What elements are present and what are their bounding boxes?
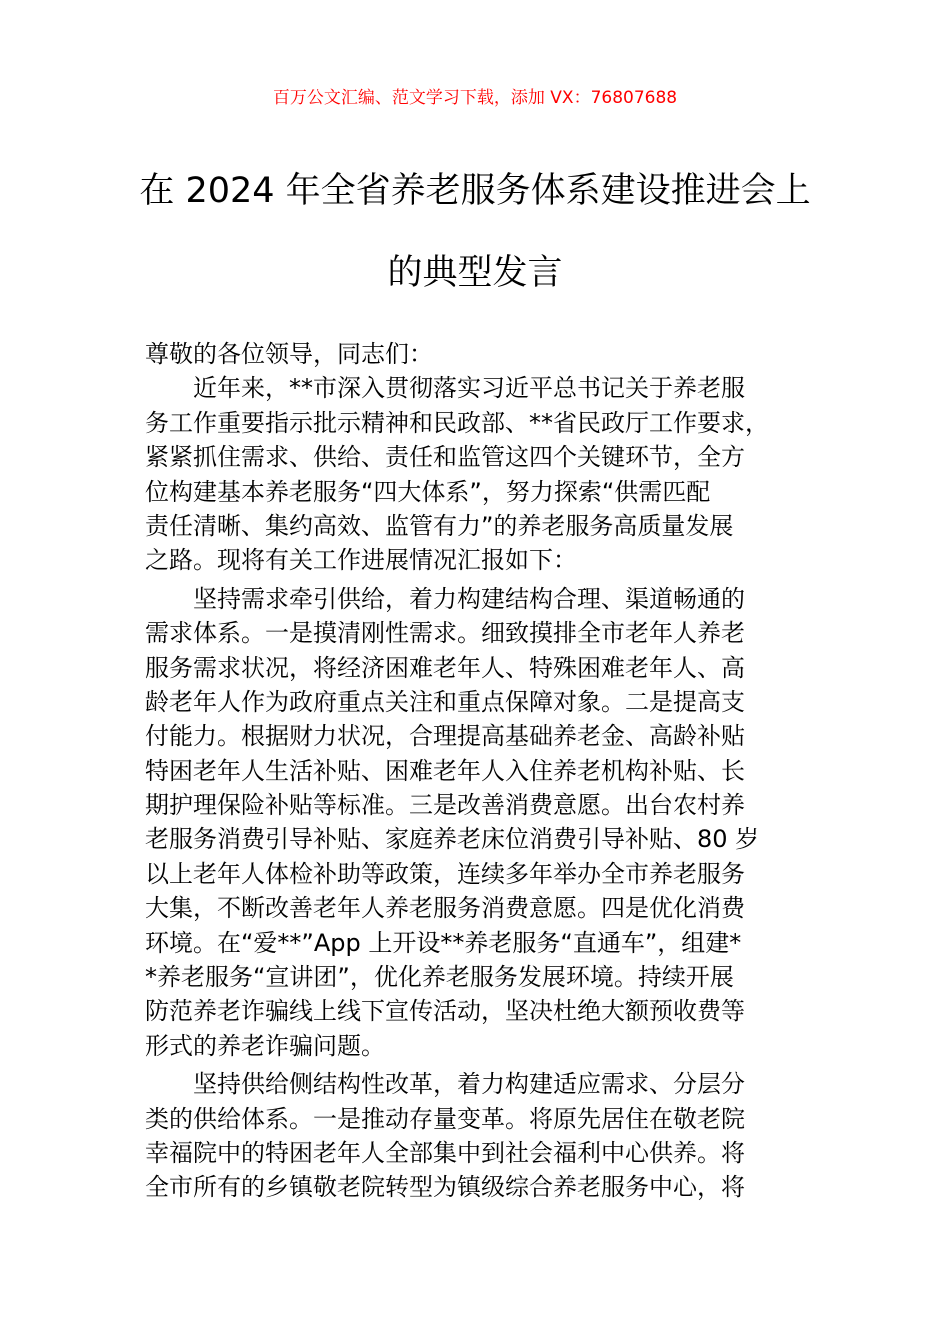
paragraph-supply-system [145,1067,815,1205]
text-line: *养老服务“宣讲团”，优化养老服务发展环境。持续开展 [145,963,734,992]
watermark-banner: 百万公文汇编、范文学习下载，添加 VX：76807688 [272,88,678,108]
document-title [0,150,950,314]
text-line: 务工作重要指示批示精神和民政部、**省民政厅工作要求， [145,408,769,437]
paragraph-intro [145,371,815,577]
text-line: 坚持供给侧结构性改革，着力构建适应需求、分层分 [145,1070,745,1099]
text-line: 形式的养老诈骗问题。 [145,1031,385,1060]
greeting: 尊敬的各位领导，同志们： [145,340,433,368]
title-line: 的典型发言 [387,253,563,293]
document-body [145,337,815,1205]
text-line: 全市所有的乡镇敬老院转型为镇级综合养老服务中心，将 [145,1173,745,1202]
text-line: 付能力。根据财力状况，合理提高基础养老金、高龄补贴 [145,722,745,751]
title-line: 在 2024 年全省养老服务体系建设推进会上 [139,171,811,211]
text-line: 防范养老诈骗线上线下宣传活动，坚决杜绝大额预收费等 [145,997,745,1026]
text-line: 以上老年人体检补助等政策，连续多年举办全市养老服务 [145,859,745,888]
text-line: 责任清晰、集约高效、监管有力”的养老服务高质量发展 [145,511,734,540]
text-line: 龄老年人作为政府重点关注和重点保障对象。二是提高支 [145,687,745,716]
text-line: 服务需求状况，将经济困难老年人、特殊困难老年人、高 [145,653,745,682]
text-line: 老服务消费引导补贴、家庭养老床位消费引导补贴、80 岁 [145,825,760,854]
text-line: 期护理保险补贴等标准。三是改善消费意愿。出台农村养 [145,791,745,820]
text-line: 紧紧抓住需求、供给、责任和监管这四个关键环节，全方 [145,443,745,472]
text-line: 近年来，**市深入贯彻落实习近平总书记关于养老服 [145,374,745,403]
text-line: 坚持需求牵引供给，着力构建结构合理、渠道畅通的 [145,584,745,613]
text-line: 之路。现将有关工作进展情况汇报如下： [145,546,577,575]
text-line: 大集，不断改善老年人养老服务消费意愿。四是优化消费 [145,894,745,923]
text-line: 幸福院中的特困老年人全部集中到社会福利中心供养。将 [145,1138,745,1167]
text-line: 特困老年人生活补贴、困难老年人入住养老机构补贴、长 [145,756,745,785]
text-line: 需求体系。一是摸清刚性需求。细致摸排全市老年人养老 [145,619,745,648]
text-line: 位构建基本养老服务“四大体系”，努力探索“供需匹配 [145,477,711,506]
text-line: 环境。在“爱**”App 上开设**养老服务“直通车”，组建* [145,928,742,957]
text-line: 类的供给体系。一是推动存量变革。将原先居住在敬老院 [145,1104,745,1133]
paragraph-demand-system [145,582,815,1063]
